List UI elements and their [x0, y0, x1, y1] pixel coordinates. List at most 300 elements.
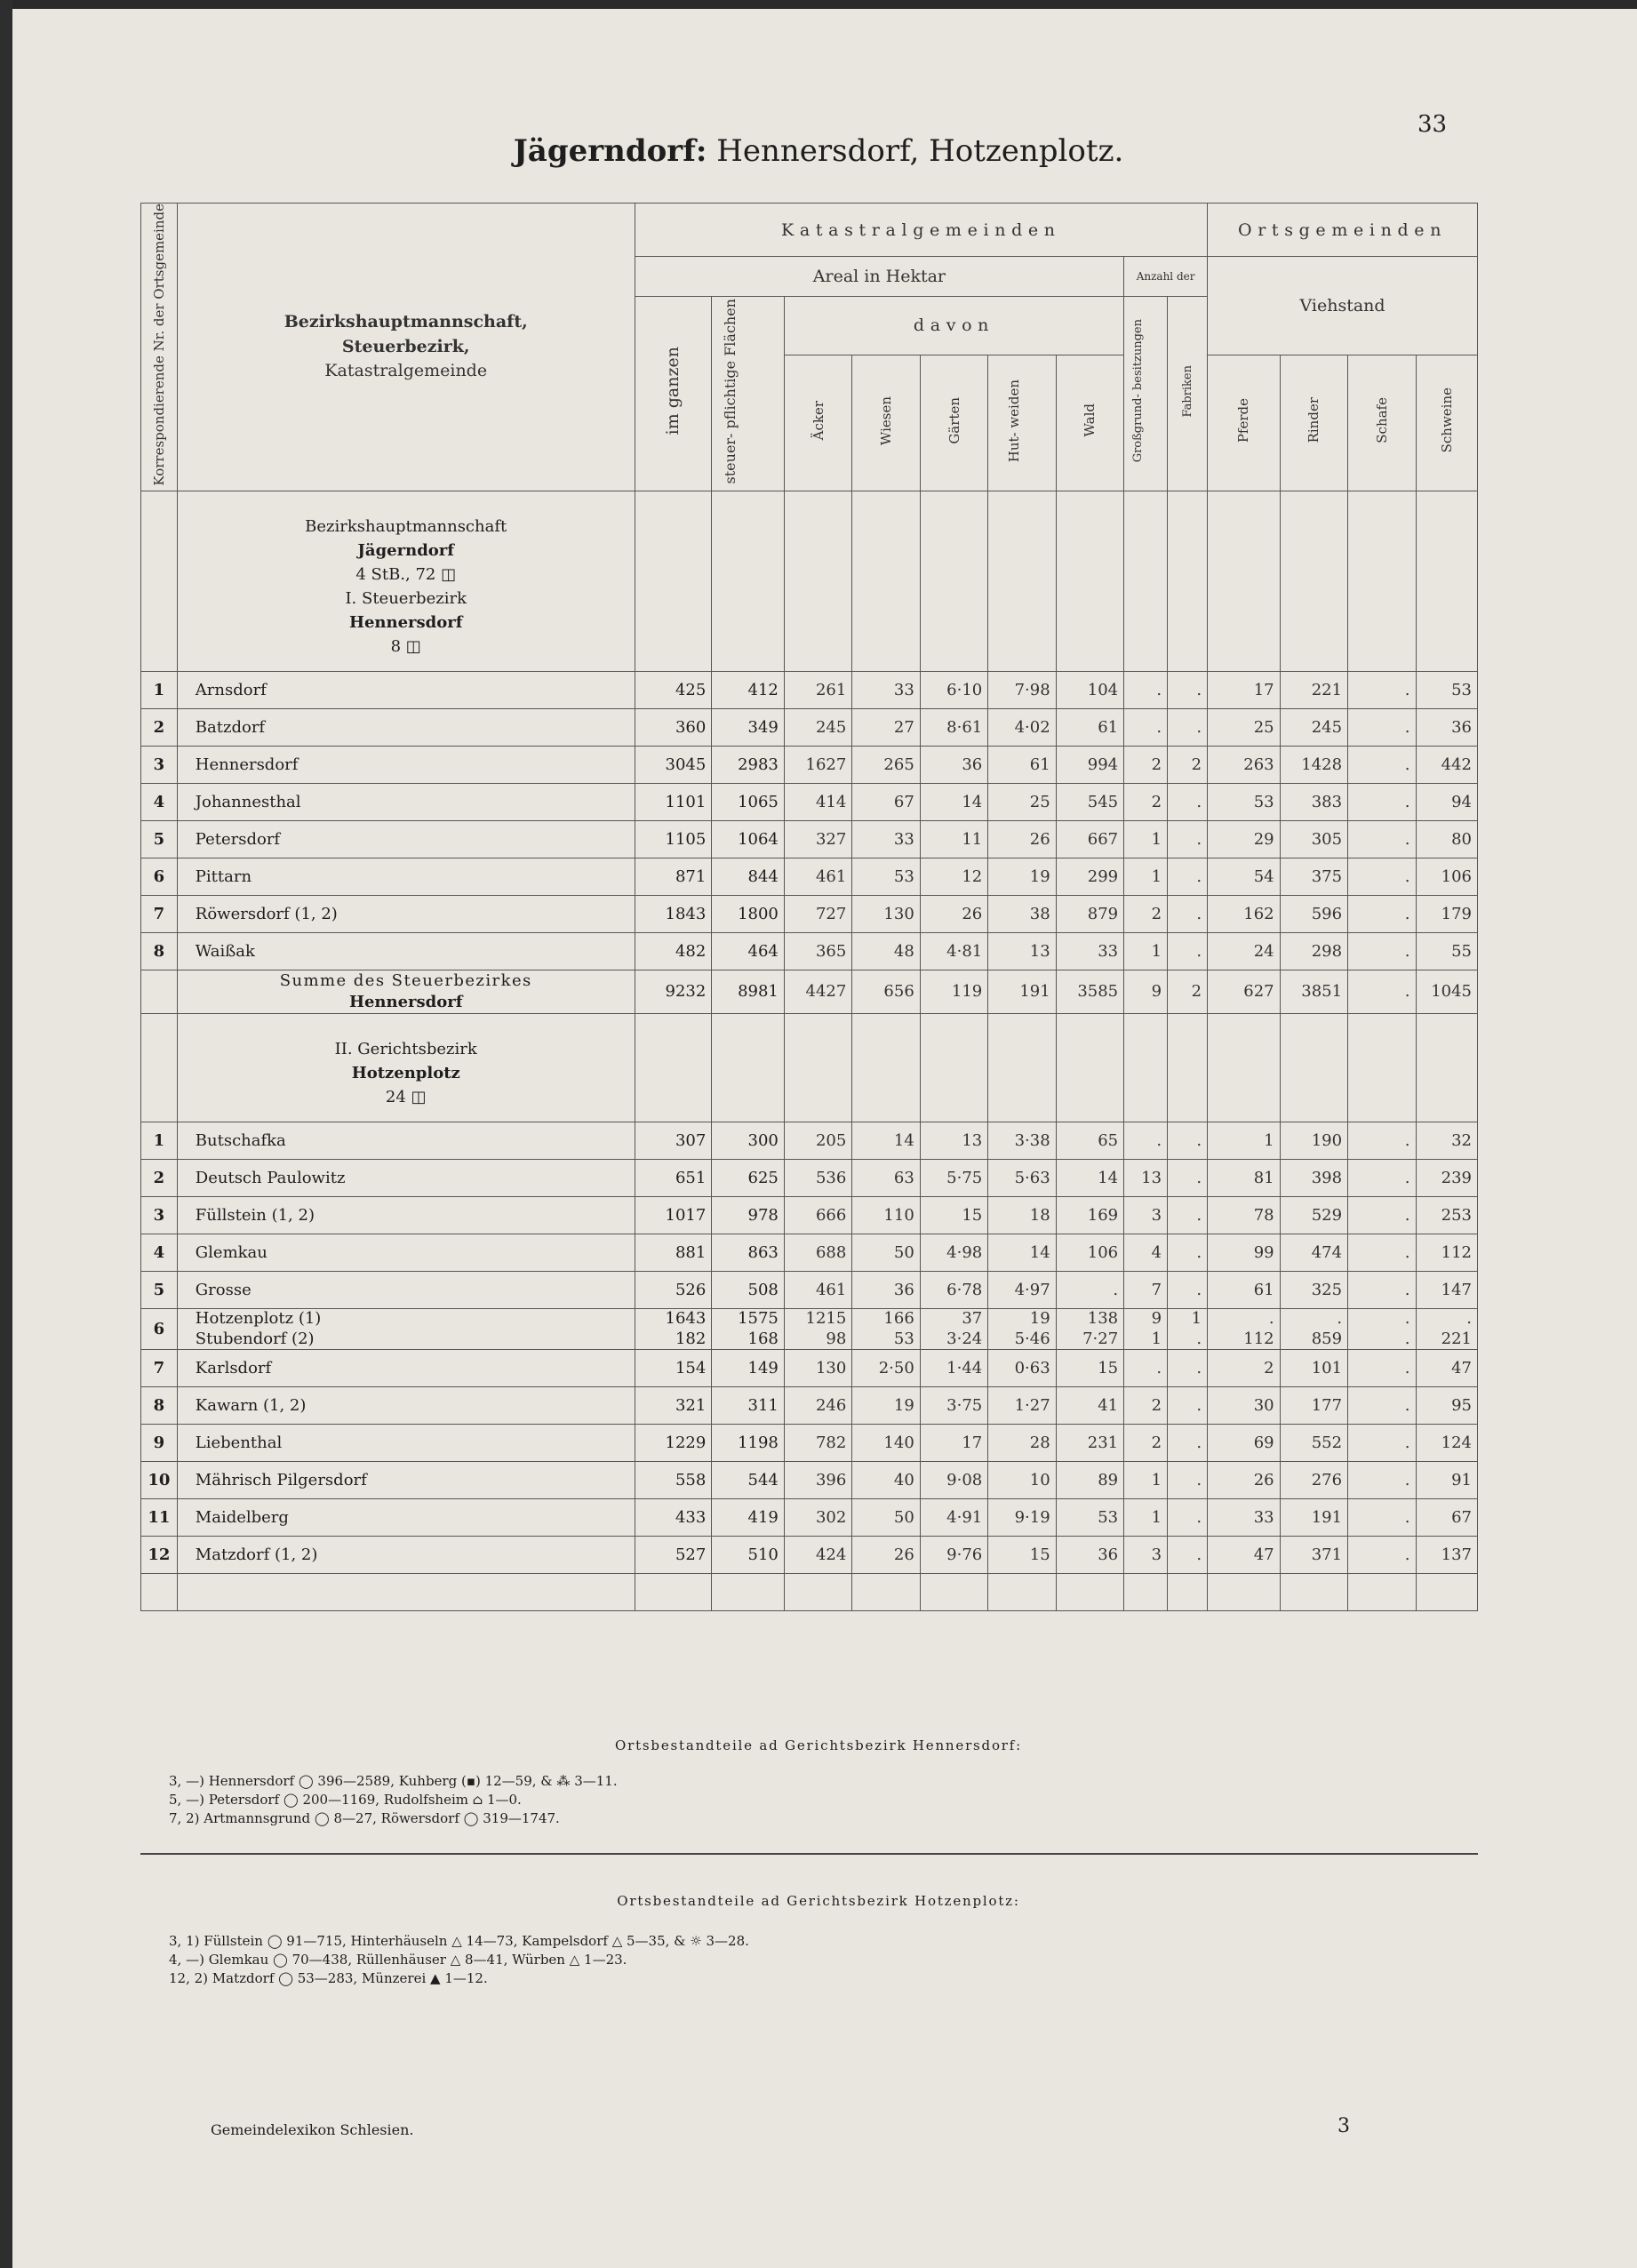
row-nr: 5 — [141, 820, 178, 858]
cell-steuer: 349 — [712, 708, 785, 746]
cell-gaerten: 6·10 — [920, 671, 987, 708]
cell-hutweiden: 26 — [988, 820, 1056, 858]
table-row — [141, 746, 1478, 783]
cell-pferde: 47 — [1208, 1537, 1281, 1574]
cell-rinder-2: 859 — [1311, 1329, 1343, 1348]
table-row — [141, 932, 1478, 970]
cell-gross: 1 — [1124, 858, 1168, 895]
s2-line3: 24 ◫ — [385, 1088, 427, 1107]
cell-gaerten: 26 — [920, 895, 987, 932]
cell-wiesen: 110 — [852, 1197, 920, 1234]
cell-steuer: 1065 — [712, 783, 785, 820]
cell-rinder: 101 — [1280, 1350, 1347, 1387]
table-row — [141, 1350, 1478, 1387]
cell-schafe-1: . — [1404, 1309, 1410, 1329]
cell-wald: 104 — [1056, 671, 1123, 708]
cell-schweine: 53 — [1416, 671, 1477, 708]
cell-hutweiden: 1·27 — [988, 1387, 1056, 1425]
cell-pferde: 26 — [1208, 1462, 1281, 1499]
cell-total: 1017 — [635, 1197, 712, 1234]
cell-rinder: 398 — [1280, 1160, 1347, 1197]
cell-pferde: 29 — [1208, 820, 1281, 858]
col-areal: Areal in Hektar — [635, 257, 1123, 297]
cell-fabriken — [1168, 1309, 1208, 1350]
cell-gross: 3 — [1124, 1537, 1168, 1574]
cell-aecker: 461 — [784, 1272, 851, 1309]
cell-fabriken: . — [1168, 820, 1208, 858]
row-name: Petersdorf — [177, 820, 635, 858]
cell-wald: 15 — [1056, 1350, 1123, 1387]
cell-gaerten: 15 — [920, 1197, 987, 1234]
row-nr: 3 — [141, 1197, 178, 1234]
cell-rinder: 305 — [1280, 820, 1347, 858]
cell-steuer: 863 — [712, 1234, 785, 1272]
cell-schweine: 112 — [1416, 1234, 1477, 1272]
cell-pferde: 17 — [1208, 671, 1281, 708]
sum-schweine: 1045 — [1416, 970, 1477, 1014]
cell-schweine: 124 — [1416, 1425, 1477, 1462]
s1-line1: Bezirkshauptmannschaft — [305, 516, 507, 536]
cell-fabriken: . — [1168, 858, 1208, 895]
cell-wiesen-1: 166 — [883, 1309, 914, 1329]
sum-label-2: Hennersdorf — [348, 992, 463, 1011]
cell-gross: 2 — [1124, 1387, 1168, 1425]
cell-aecker: 327 — [784, 820, 851, 858]
cell-gross: . — [1124, 1350, 1168, 1387]
cell-wiesen: 19 — [852, 1387, 920, 1425]
cell-aecker: 246 — [784, 1387, 851, 1425]
row-name-1: Hotzenplotz (1) — [195, 1309, 322, 1329]
sum-steuer: 8981 — [712, 970, 785, 1014]
s1-line5: Hennersdorf — [348, 612, 463, 632]
cell-rinder: 276 — [1280, 1462, 1347, 1499]
cell-steuer-2: 168 — [747, 1329, 779, 1348]
bezirk-title-3: Katastralgemeinde — [324, 361, 488, 381]
row-nr: 8 — [141, 1387, 178, 1425]
col-hutweiden: Hut- weiden — [988, 355, 1056, 491]
row-nr: 1 — [141, 671, 178, 708]
cell-total: 526 — [635, 1272, 712, 1309]
sum-schafe: . — [1348, 970, 1416, 1014]
col-davon: davon — [784, 296, 1123, 355]
cell-gross: . — [1124, 1122, 1168, 1160]
row-nr: 3 — [141, 746, 178, 783]
cell-total: 1229 — [635, 1425, 712, 1462]
s2-line2: Hotzenplotz — [351, 1064, 460, 1083]
col-korr-nr: Korrespondierende Nr. der Ortsgemeinde — [141, 204, 178, 491]
footnote-2-line: 3, 1) Füllstein ◯ 91—715, Hinterhäuseln △ 14—73, Kampelsdorf △ 5—35, & ☼ 3—28. — [169, 1933, 749, 1949]
cell-rinder: 529 — [1280, 1197, 1347, 1234]
cell-rinder: 245 — [1280, 708, 1347, 746]
col-wald: Wald — [1056, 355, 1123, 491]
cell-fabriken: . — [1168, 1499, 1208, 1537]
cell-total: 482 — [635, 932, 712, 970]
row-name: Hennersdorf — [177, 746, 635, 783]
cell-gaerten: 4·91 — [920, 1499, 987, 1537]
row-name: Mährisch Pilgersdorf — [177, 1462, 635, 1499]
cell-aecker: 205 — [784, 1122, 851, 1160]
cell-fabriken: . — [1168, 1425, 1208, 1462]
row-name: Füllstein (1, 2) — [177, 1197, 635, 1234]
row-nr: 10 — [141, 1462, 178, 1499]
cell-aecker: 245 — [784, 708, 851, 746]
cell-fabriken: . — [1168, 1122, 1208, 1160]
cell-wiesen-2: 53 — [893, 1329, 914, 1348]
cell-wald: 65 — [1056, 1122, 1123, 1160]
col-rinder: Rinder — [1280, 355, 1347, 491]
row-name — [177, 1309, 635, 1350]
cell-total: 881 — [635, 1234, 712, 1272]
cell-wiesen: 63 — [852, 1160, 920, 1197]
cell-hut-2: 5·46 — [1014, 1329, 1050, 1348]
row-name: Batzdorf — [177, 708, 635, 746]
cell-gaerten: 9·08 — [920, 1462, 987, 1499]
cell-total: 1101 — [635, 783, 712, 820]
cell-wiesen: 14 — [852, 1122, 920, 1160]
footnote-1-line: 7, 2) Artmannsgrund ◯ 8—27, Röwersdorf ◯ 319—1747. — [169, 1810, 560, 1826]
cell-wald: 89 — [1056, 1462, 1123, 1499]
cell-steuer: 311 — [712, 1387, 785, 1425]
cell-steuer: 464 — [712, 932, 785, 970]
row-name: Liebenthal — [177, 1425, 635, 1462]
cell-rinder: 383 — [1280, 783, 1347, 820]
cell-rinder: 190 — [1280, 1122, 1347, 1160]
row-nr: 1 — [141, 1122, 178, 1160]
cell-wald: . — [1056, 1272, 1123, 1309]
cell-pferde: 99 — [1208, 1234, 1281, 1272]
cell-hutweiden: 0·63 — [988, 1350, 1056, 1387]
row-name: Kawarn (1, 2) — [177, 1387, 635, 1425]
section-1-sum — [141, 970, 1478, 1014]
cell-wiesen: 33 — [852, 671, 920, 708]
cell-schafe: . — [1348, 820, 1416, 858]
cell-wald: 36 — [1056, 1537, 1123, 1574]
cell-fabriken: . — [1168, 895, 1208, 932]
table-row — [141, 671, 1478, 708]
cell-wald — [1056, 1309, 1123, 1350]
s1-line2: Jägerndorf — [357, 540, 455, 560]
cell-hutweiden: 28 — [988, 1425, 1056, 1462]
sum-gross: 9 — [1124, 970, 1168, 1014]
cell-hutweiden: 38 — [988, 895, 1056, 932]
cell-schweine: 106 — [1416, 858, 1477, 895]
col-anzahl: Anzahl der — [1124, 257, 1208, 297]
cell-wald: 299 — [1056, 858, 1123, 895]
cell-total: 360 — [635, 708, 712, 746]
book-title: Gemeindelexikon Schlesien. — [211, 2121, 414, 2138]
cell-gross: 2 — [1124, 1425, 1168, 1462]
cell-gaerten: 13 — [920, 1122, 987, 1160]
cell-schweine: 47 — [1416, 1350, 1477, 1387]
cell-pferde: 69 — [1208, 1425, 1281, 1462]
cell-schafe-2: . — [1404, 1329, 1410, 1348]
cell-total: 433 — [635, 1499, 712, 1537]
cell-hutweiden: 15 — [988, 1537, 1056, 1574]
cell-schafe: . — [1348, 1462, 1416, 1499]
cell-steuer — [712, 1309, 785, 1350]
cell-fabriken: . — [1168, 1537, 1208, 1574]
table-row — [141, 708, 1478, 746]
cell-gaerten: 4·81 — [920, 932, 987, 970]
cell-gaerten: 14 — [920, 783, 987, 820]
cell-steuer: 1198 — [712, 1425, 785, 1462]
cell-schweine: 67 — [1416, 1499, 1477, 1537]
footnote-1-line: 3, —) Hennersdorf ◯ 396—2589, Kuhberg (▪) 12—59, & ⁂ 3—11. — [169, 1773, 618, 1789]
cell-hutweiden: 3·38 — [988, 1122, 1056, 1160]
cell-gaerten: 4·98 — [920, 1234, 987, 1272]
col-steuer: steuer- pflichtige Flächen — [712, 296, 785, 491]
row-nr: 4 — [141, 1234, 178, 1272]
table-row — [141, 1234, 1478, 1272]
cell-total: 558 — [635, 1462, 712, 1499]
row-nr: 5 — [141, 1272, 178, 1309]
cell-gaerten-1: 37 — [962, 1309, 983, 1329]
cell-gross: 7 — [1124, 1272, 1168, 1309]
cell-gaerten-2: 3·24 — [946, 1329, 983, 1348]
sum-hutweiden: 191 — [988, 970, 1056, 1014]
cell-schafe: . — [1348, 1160, 1416, 1197]
col-katastralgemeinden: Katastralgemeinden — [635, 204, 1207, 257]
cell-rinder: 596 — [1280, 895, 1347, 932]
cell-pferde: 30 — [1208, 1387, 1281, 1425]
cell-wald-1: 138 — [1087, 1309, 1119, 1329]
cell-hutweiden: 10 — [988, 1462, 1056, 1499]
table-row — [141, 783, 1478, 820]
row-nr: 9 — [141, 1425, 178, 1462]
cell-wald: 61 — [1056, 708, 1123, 746]
cell-schafe: . — [1348, 1272, 1416, 1309]
row-name: Waißak — [177, 932, 635, 970]
cell-hutweiden: 9·19 — [988, 1499, 1056, 1537]
row-name: Röwersdorf (1, 2) — [177, 895, 635, 932]
table-row-double — [141, 1309, 1478, 1350]
cell-pferde: 162 — [1208, 895, 1281, 932]
row-name: Deutsch Paulowitz — [177, 1160, 635, 1197]
section-2-header — [141, 1014, 1478, 1122]
cell-hutweiden — [988, 1309, 1056, 1350]
cell-schweine: 95 — [1416, 1387, 1477, 1425]
row-nr: 7 — [141, 895, 178, 932]
cell-wiesen: 48 — [852, 932, 920, 970]
cell-schafe: . — [1348, 1537, 1416, 1574]
cell-total — [635, 1309, 712, 1350]
cell-schweine: 36 — [1416, 708, 1477, 746]
cell-gross: . — [1124, 671, 1168, 708]
cell-total: 307 — [635, 1122, 712, 1160]
cell-wald: 14 — [1056, 1160, 1123, 1197]
cell-aecker: 365 — [784, 932, 851, 970]
cell-schafe: . — [1348, 1197, 1416, 1234]
cell-schafe: . — [1348, 1425, 1416, 1462]
cell-aecker: 302 — [784, 1499, 851, 1537]
s2-line1: II. Gerichtsbezirk — [334, 1040, 477, 1059]
cell-fabriken: . — [1168, 1350, 1208, 1387]
cell-schafe: . — [1348, 1234, 1416, 1272]
col-schafe: Schafe — [1348, 355, 1416, 491]
cell-aecker-1: 1215 — [805, 1309, 847, 1329]
cell-gross: . — [1124, 708, 1168, 746]
row-name: Arnsdorf — [177, 671, 635, 708]
cell-wald: 879 — [1056, 895, 1123, 932]
row-nr: 8 — [141, 932, 178, 970]
cell-wiesen: 26 — [852, 1537, 920, 1574]
bezirk-title-2: Steuerbezirk, — [341, 336, 470, 356]
cell-fabriken: . — [1168, 708, 1208, 746]
cell-schweine: 442 — [1416, 746, 1477, 783]
cell-aecker: 461 — [784, 858, 851, 895]
sum-rinder: 3851 — [1280, 970, 1347, 1014]
page-number: 33 — [1417, 111, 1448, 138]
row-nr: 11 — [141, 1499, 178, 1537]
table-row — [141, 1425, 1478, 1462]
table-row — [141, 1272, 1478, 1309]
footnote-divider — [140, 1853, 1478, 1855]
cell-gaerten: 8·61 — [920, 708, 987, 746]
cell-fabriken: . — [1168, 1197, 1208, 1234]
cell-fabriken: . — [1168, 1160, 1208, 1197]
cell-wald: 994 — [1056, 746, 1123, 783]
sum-wald: 3585 — [1056, 970, 1123, 1014]
cell-steuer: 412 — [712, 671, 785, 708]
cell-pferde: 25 — [1208, 708, 1281, 746]
cell-hutweiden: 18 — [988, 1197, 1056, 1234]
cell-schafe: . — [1348, 932, 1416, 970]
cell-gaerten — [920, 1309, 987, 1350]
cell-schweine: 147 — [1416, 1272, 1477, 1309]
section-2-rows-b — [141, 1350, 1478, 1574]
cell-wald: 545 — [1056, 783, 1123, 820]
cell-total: 154 — [635, 1350, 712, 1387]
cell-wiesen: 130 — [852, 895, 920, 932]
cell-fabriken: 2 — [1168, 746, 1208, 783]
cell-wald: 169 — [1056, 1197, 1123, 1234]
cell-hut-1: 19 — [1029, 1309, 1050, 1329]
cell-steuer: 510 — [712, 1537, 785, 1574]
cell-rinder — [1280, 1309, 1347, 1350]
cell-schweine: 55 — [1416, 932, 1477, 970]
table-row — [141, 820, 1478, 858]
cell-steuer: 300 — [712, 1122, 785, 1160]
row-nr: 6 — [141, 858, 178, 895]
cell-pferde-2: 112 — [1243, 1329, 1274, 1348]
cell-pferde: 24 — [1208, 932, 1281, 970]
cell-schweine: 239 — [1416, 1160, 1477, 1197]
page-title — [0, 133, 1637, 169]
cell-gaerten: 36 — [920, 746, 987, 783]
cell-hutweiden: 14 — [988, 1234, 1056, 1272]
cell-hutweiden: 13 — [988, 932, 1056, 970]
sum-total: 9232 — [635, 970, 712, 1014]
cell-total-2: 182 — [675, 1329, 707, 1348]
cell-total-1: 1643 — [665, 1309, 707, 1329]
cell-schafe — [1348, 1309, 1416, 1350]
cell-total: 3045 — [635, 746, 712, 783]
cell-schweine-1: . — [1466, 1309, 1472, 1329]
section-1-header — [141, 491, 1478, 671]
cell-wiesen: 27 — [852, 708, 920, 746]
cell-wald: 667 — [1056, 820, 1123, 858]
row-nr: 6 — [141, 1309, 178, 1350]
row-name: Karlsdorf — [177, 1350, 635, 1387]
cell-wald: 231 — [1056, 1425, 1123, 1462]
cell-hutweiden: 19 — [988, 858, 1056, 895]
cell-schafe: . — [1348, 1122, 1416, 1160]
cell-rinder: 191 — [1280, 1499, 1347, 1537]
row-name: Maidelberg — [177, 1499, 635, 1537]
cell-steuer: 149 — [712, 1350, 785, 1387]
cell-rinder: 325 — [1280, 1272, 1347, 1309]
cell-aecker — [784, 1309, 851, 1350]
cell-gross: 2 — [1124, 783, 1168, 820]
row-name-2: Stubendorf (2) — [195, 1329, 315, 1348]
cell-aecker: 414 — [784, 783, 851, 820]
cell-schweine: 32 — [1416, 1122, 1477, 1160]
cell-pferde: 2 — [1208, 1350, 1281, 1387]
table-row — [141, 1160, 1478, 1197]
cell-schafe: . — [1348, 708, 1416, 746]
cell-hutweiden: 7·98 — [988, 671, 1056, 708]
footnotes-2-title: Ortsbestandteile ad Gerichtsbezirk Hotzenplotz: — [617, 1893, 1020, 1909]
cell-fabriken: . — [1168, 1234, 1208, 1272]
cell-hutweiden: 4·97 — [988, 1272, 1056, 1309]
scan-edge-left — [0, 0, 12, 2268]
cell-hutweiden: 4·02 — [988, 708, 1056, 746]
cell-schafe: . — [1348, 783, 1416, 820]
cell-total: 527 — [635, 1537, 712, 1574]
cell-steuer: 978 — [712, 1197, 785, 1234]
sum-pferde: 627 — [1208, 970, 1281, 1014]
cell-wiesen: 50 — [852, 1499, 920, 1537]
table-row — [141, 858, 1478, 895]
cell-gaerten: 11 — [920, 820, 987, 858]
cell-gross-2: 1 — [1151, 1329, 1162, 1348]
col-ortsgemeinden: Ortsgemeinden — [1208, 204, 1478, 257]
cell-schweine-2: 221 — [1441, 1329, 1472, 1348]
cell-gross: 1 — [1124, 932, 1168, 970]
cell-schweine: 179 — [1416, 895, 1477, 932]
cell-gaerten: 5·75 — [920, 1160, 987, 1197]
cell-schafe: . — [1348, 671, 1416, 708]
cell-steuer: 419 — [712, 1499, 785, 1537]
cell-wiesen: 36 — [852, 1272, 920, 1309]
footnotes-1-title: Ortsbestandteile ad Gerichtsbezirk Hennersdorf: — [615, 1737, 1022, 1753]
cell-aecker: 666 — [784, 1197, 851, 1234]
cell-rinder: 298 — [1280, 932, 1347, 970]
section-2-rows — [141, 1122, 1478, 1309]
row-name: Grosse — [177, 1272, 635, 1309]
row-nr: 12 — [141, 1537, 178, 1574]
cell-fab-1: 1 — [1191, 1309, 1202, 1329]
cell-gaerten: 6·78 — [920, 1272, 987, 1309]
cell-pferde: 33 — [1208, 1499, 1281, 1537]
cell-gross: 1 — [1124, 820, 1168, 858]
table-row — [141, 1122, 1478, 1160]
table-row — [141, 1387, 1478, 1425]
sum-gaerten: 119 — [920, 970, 987, 1014]
cell-schafe: . — [1348, 746, 1416, 783]
cell-steuer: 544 — [712, 1462, 785, 1499]
cell-steuer: 508 — [712, 1272, 785, 1309]
cell-wald: 106 — [1056, 1234, 1123, 1272]
cell-schweine: 253 — [1416, 1197, 1477, 1234]
cell-fabriken: . — [1168, 932, 1208, 970]
cell-gross: 2 — [1124, 746, 1168, 783]
cell-wiesen: 53 — [852, 858, 920, 895]
row-nr: 2 — [141, 708, 178, 746]
cell-gaerten: 9·76 — [920, 1537, 987, 1574]
cell-total: 871 — [635, 858, 712, 895]
cell-schweine: 91 — [1416, 1462, 1477, 1499]
